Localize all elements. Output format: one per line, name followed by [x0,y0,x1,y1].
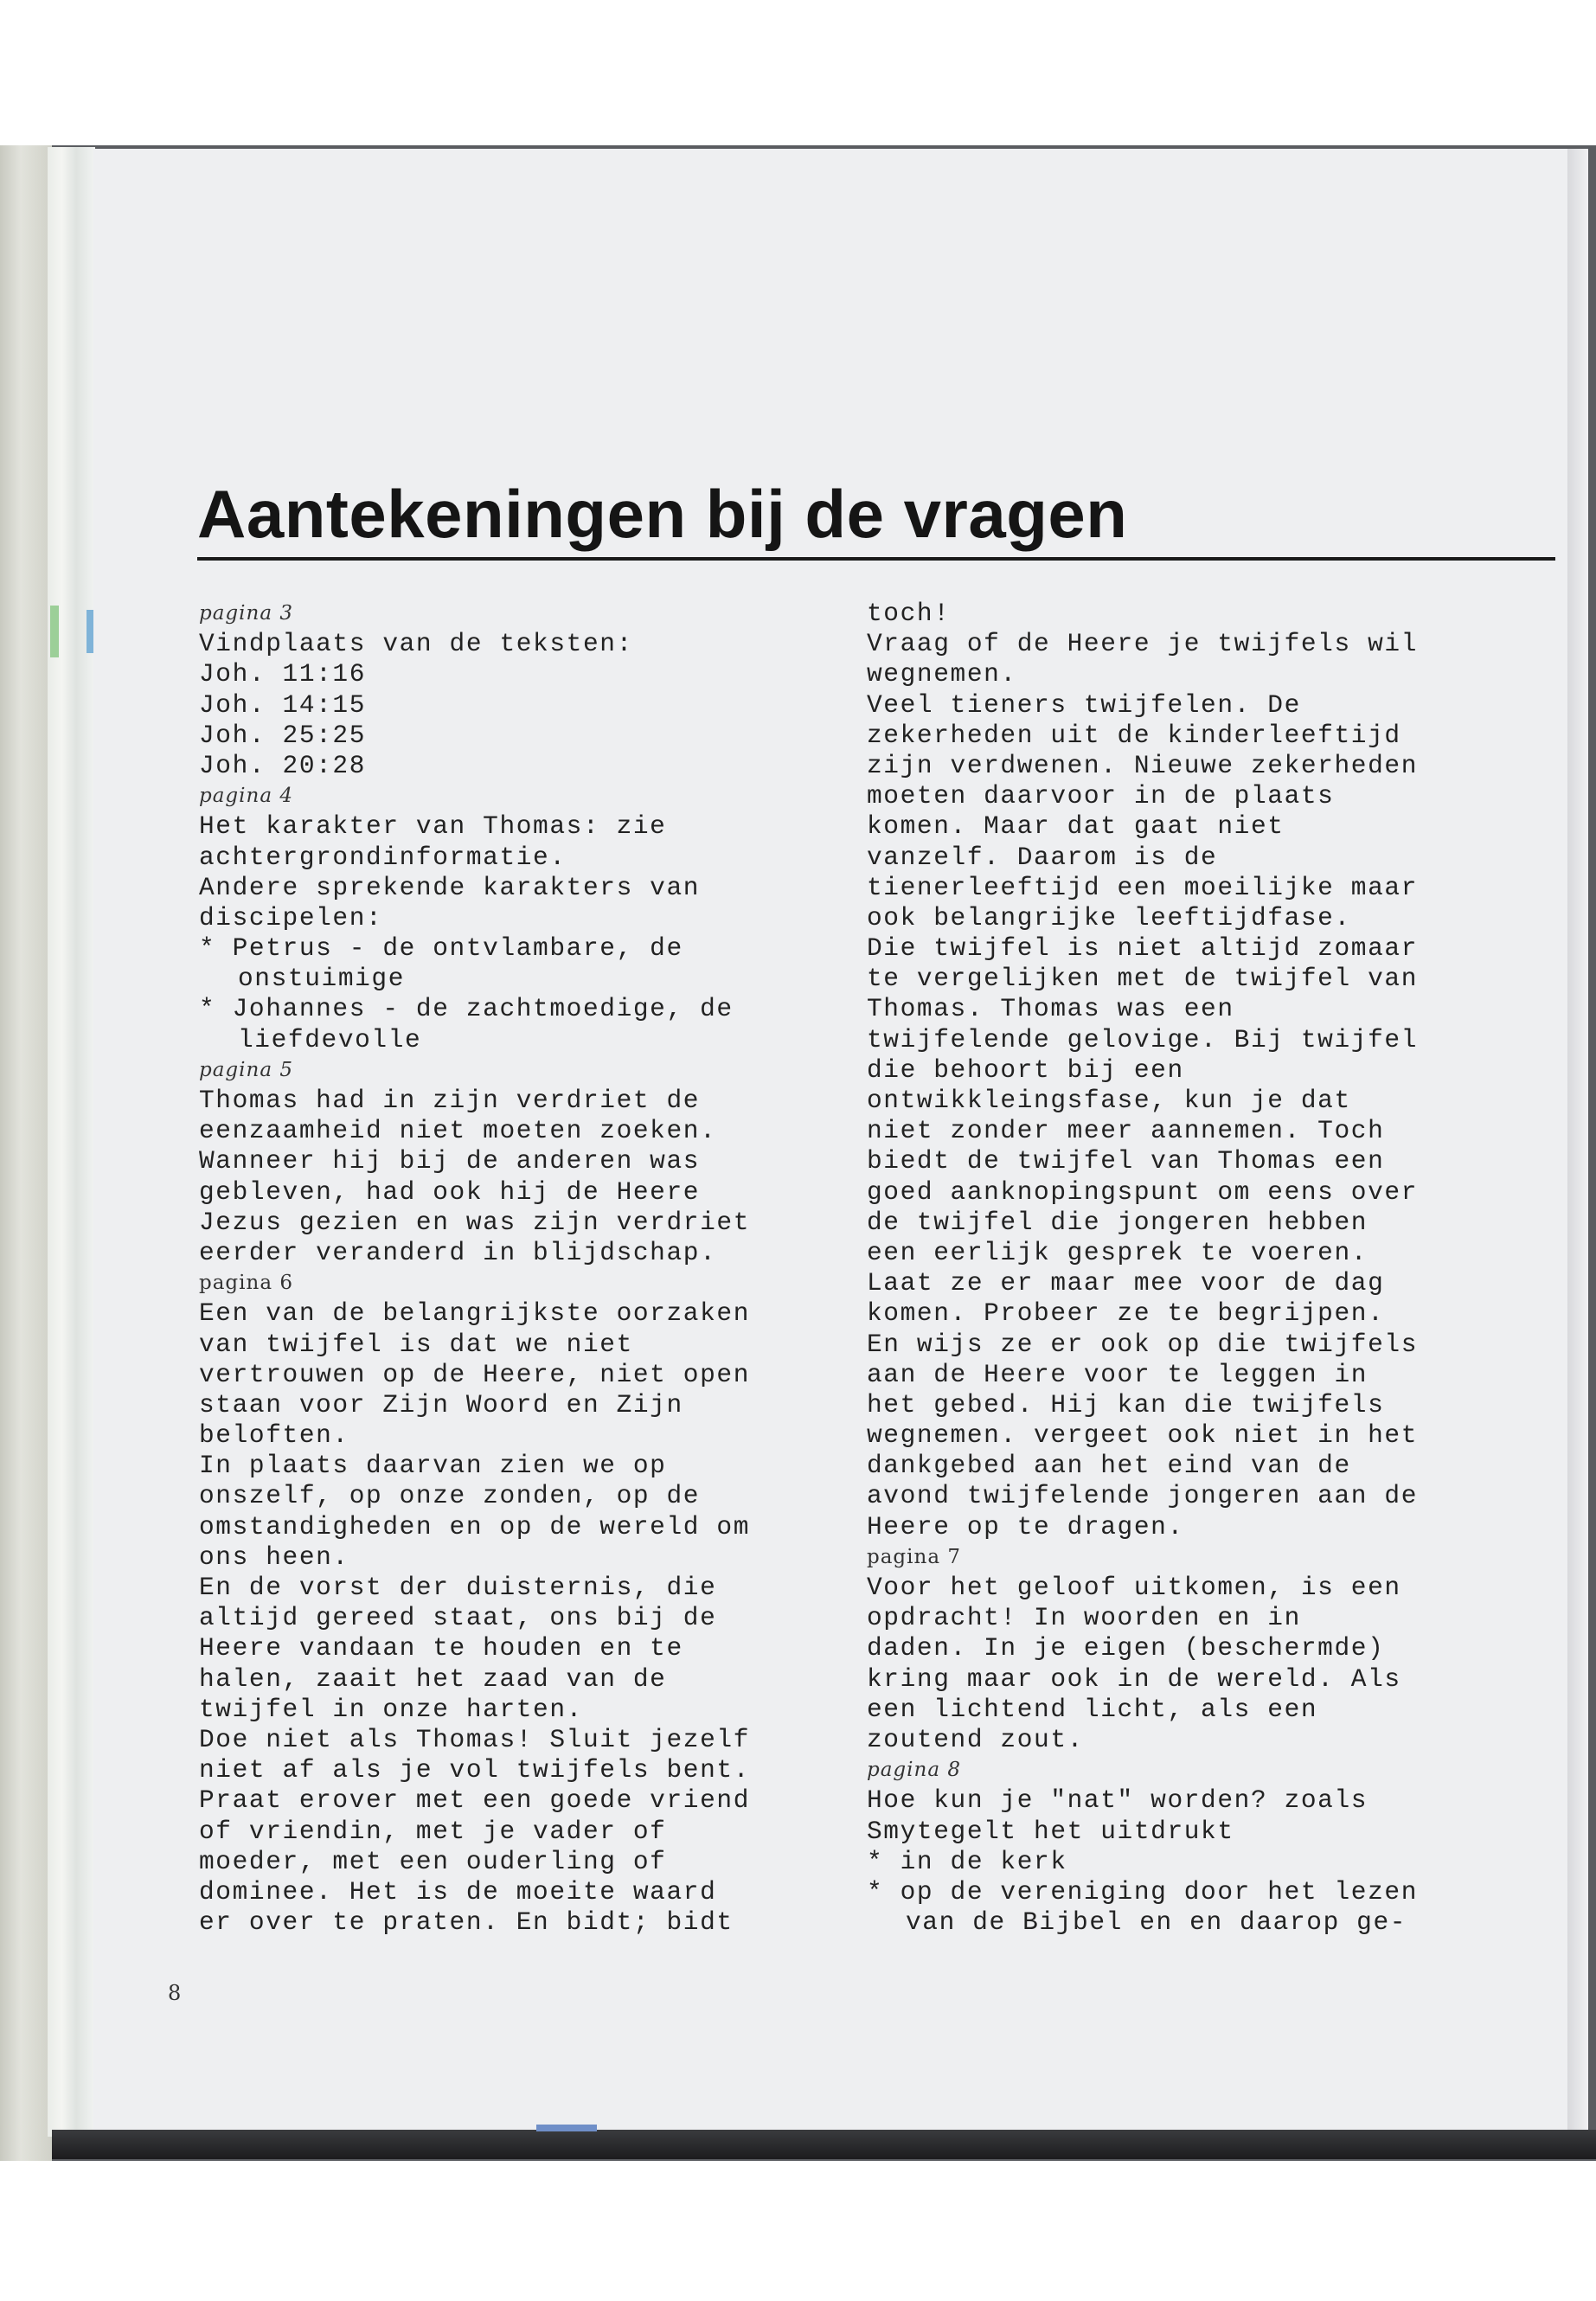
text-line: Een van de belangrijkste oorzaken [199,1298,750,1329]
text-line: En wijs ze er ook op die twijfels [867,1329,1418,1359]
text-line: dominee. Het is de moeite waard [199,1876,717,1907]
right-text-column [867,599,1542,1938]
text-line: vertrouwen op de Heere, niet open [199,1359,750,1389]
text-line: onszelf, op onze zonden, op de [199,1481,701,1511]
page-reference-heading: pagina 3 [199,602,293,625]
text-line: In plaats daarvan zien we op [199,1451,667,1481]
text-line: Doe niet als Thomas! Sluit jezelf [199,1724,750,1754]
text-line: En de vorst der duisternis, die [199,1573,717,1602]
text-line: Veel tieners twijfelen. De [867,689,1301,720]
text-line: ons heen. [199,1541,349,1572]
page-reference-heading: pagina 5 [199,1058,293,1081]
text-line: Joh. 14:15 [199,689,367,720]
text-line: moeten daarvoor in de plaats [867,781,1335,811]
text-line: komen. Probeer ze te begrijpen. [867,1298,1385,1329]
text-line: Joh. 20:28 [199,750,367,780]
page-title: Aantekeningen bij de vragen [197,476,1128,552]
page-reference-heading: pagina 4 [199,785,293,808]
text-line: * Johannes - de zachtmoedige, de [199,994,734,1024]
text-line: Die twijfel is niet altijd zomaar [867,933,1418,964]
page-stack-edge [48,147,95,2137]
text-line: wegnemen. vergeet ook niet in het [867,1420,1418,1451]
text-line: gebleven, had ook hij de Heere [199,1176,701,1207]
text-line: Vindplaats van de teksten: [199,629,633,659]
text-line: komen. Maar dat gaat niet [867,811,1285,842]
text-line: Smytegelt het uitdrukt [867,1816,1234,1846]
text-line: de twijfel die jongeren hebben [867,1207,1368,1237]
text-line: of vriendin, met je vader of [199,1816,667,1846]
text-line: Vraag of de Heere je twijfels wil [867,629,1418,659]
text-line: tienerleeftijd een moeilijke maar [867,872,1418,902]
text-line: liefdevolle [238,1024,422,1054]
page-right-edge [1567,149,1588,2130]
page-reference-heading: pagina 6 [199,1272,293,1295]
text-line: Het karakter van Thomas: zie [199,811,667,842]
text-line: wegnemen. [867,659,1017,689]
text-line: halen, zaait het zaad van de [199,1663,667,1694]
text-line: Wanneer hij bij de anderen was [199,1146,701,1176]
text-line: Jezus gezien en was zijn verdriet [199,1207,750,1237]
text-line: Heere op te dragen. [867,1511,1184,1541]
text-line: toch! [867,599,951,628]
text-line: kring maar ook in de wereld. Als [867,1663,1401,1694]
text-line: een eerlijk gesprek te voeren. [867,1237,1368,1267]
text-line: dankgebed aan het eind van de [867,1451,1351,1481]
text-line: zoutend zout. [867,1724,1084,1754]
text-line: aan de Heere voor te leggen in [867,1359,1368,1389]
text-line: Hoe kun je "nat" worden? zoals [867,1785,1368,1816]
text-line: zekerheden uit de kinderleeftijd [867,720,1401,750]
text-line: altijd gereed staat, ons bij de [199,1603,717,1633]
text-line: opdracht! In woorden en in [867,1603,1301,1633]
page-reference-heading: pagina 7 [867,1545,961,1568]
text-line: Joh. 25:25 [199,720,367,750]
text-line: vanzelf. Daarom is de [867,842,1218,872]
text-line: van de Bijbel en en daarop ge- [906,1907,1407,1938]
text-line: eenzaamheid niet moeten zoeken. [199,1116,717,1146]
page-edge-marker [50,606,59,657]
text-line: ontwikkleingsfase, kun je dat [867,1086,1351,1115]
text-line: Joh. 11:16 [199,659,367,689]
left-text-column [199,599,874,1938]
text-line: Thomas had in zijn verdriet de [199,1086,701,1115]
text-line: twijfelende gelovige. Bij twijfel [867,1024,1418,1054]
text-line: avond twijfelende jongeren aan de [867,1481,1418,1511]
text-line: twijfel in onze harten. [199,1694,583,1724]
page-edge-tab [536,2125,597,2131]
page-reference-heading: pagina 8 [867,1759,961,1782]
text-line: * Petrus - de ontvlambare, de [199,933,683,964]
text-line: Voor het geloof uitkomen, is een [867,1573,1401,1602]
title-underline [197,557,1555,561]
text-line: er over te praten. En bidt; bidt [199,1907,734,1938]
text-line: moeder, met een ouderling of [199,1846,667,1876]
text-line: omstandigheden en op de wereld om [199,1511,750,1541]
book-cover-edge [0,145,52,2161]
text-line: Praat erover met een goede vriend [199,1785,750,1816]
text-line: biedt de twijfel van Thomas een [867,1146,1385,1176]
text-line: zijn verdwenen. Nieuwe zekerheden [867,750,1418,780]
page-number: 8 [168,1981,182,2005]
text-line: te vergelijken met de twijfel van [867,964,1418,994]
text-line: een lichtend licht, als een [867,1694,1318,1724]
text-line: * in de kerk [867,1846,1067,1876]
text-line: discipelen: [199,902,383,933]
text-line: goed aanknopingspunt om eens over [867,1176,1418,1207]
text-line: Thomas. Thomas was een [867,994,1234,1024]
text-line: niet af als je vol twijfels bent. [199,1755,750,1785]
text-line: het gebed. Hij kan die twijfels [867,1389,1385,1420]
text-line: Laat ze er maar mee voor de dag [867,1268,1385,1298]
text-line: achtergrondinformatie. [199,842,567,872]
text-line: ook belangrijke leeftijdfase. [867,902,1351,933]
text-line: van twijfel is dat we niet [199,1329,633,1359]
text-line: eerder veranderd in blijdschap. [199,1237,717,1267]
text-line: daden. In je eigen (beschermde) [867,1633,1385,1663]
text-line: Heere vandaan te houden en te [199,1633,683,1663]
text-line: niet zonder meer aannemen. Toch [867,1116,1385,1146]
text-line: staan voor Zijn Woord en Zijn [199,1389,683,1420]
text-line: * op de vereniging door het lezen [867,1876,1418,1907]
text-line: onstuimige [238,964,406,994]
text-line: beloften. [199,1420,349,1451]
book-bottom-rim [52,2130,1596,2159]
text-line: die behoort bij een [867,1054,1184,1085]
text-line: Andere sprekende karakters van [199,872,701,902]
